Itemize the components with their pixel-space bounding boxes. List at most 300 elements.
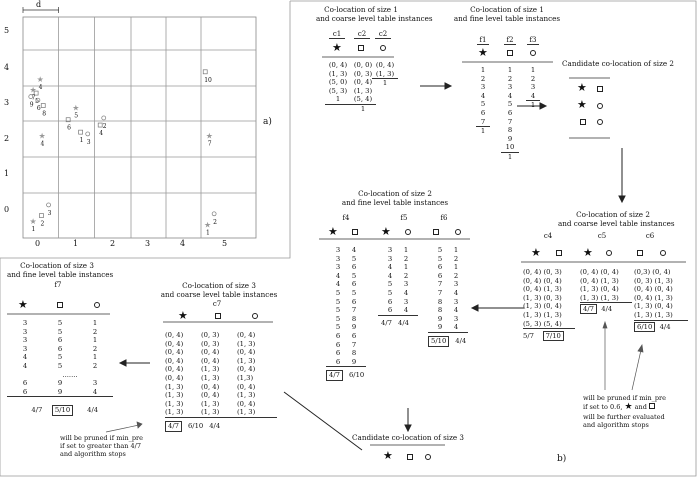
cell: 5 [351,288,357,297]
title-line: Co-location of size 2 [576,210,650,219]
table-row [428,323,468,333]
row [634,285,688,294]
table-row [326,255,366,264]
table-row [165,348,277,357]
cell: 3 [22,344,28,353]
star-icon: ★ [531,246,541,259]
cell: (0, 4) [201,391,220,400]
square-icon [637,250,643,256]
note-line [583,402,666,413]
table-row [428,255,468,264]
header-c3: c2 [375,30,391,39]
cell: 1 [453,246,459,254]
circle-icon [252,313,258,319]
cell: (1, 3) [600,276,619,285]
table-row [326,246,366,255]
cell: 5 [57,361,63,370]
x-tick: 3 [145,239,151,248]
square-icon [580,119,586,125]
cell: 3 [92,379,98,388]
cell: 2 [453,271,459,280]
cell: (1, 3) [523,293,542,302]
table-row [326,289,366,298]
cell: (1, 3) [201,399,220,408]
table-row [326,263,366,272]
cell: 5 [335,306,341,315]
star-point-icon: ★ [38,131,46,141]
cell: (0, 4) [543,302,562,311]
circle-icon [94,302,100,308]
row [523,311,575,320]
square-icon [57,302,63,308]
note-line: and algorithm stops [583,421,649,429]
cell: 4 [480,91,486,100]
header-f4: f4 [342,214,350,222]
candidate3-title: Candidate co-location of size 3 [352,433,464,442]
cell-count: 1 [382,79,388,88]
point-label: 9 [29,101,34,109]
row [523,302,575,311]
cell: 3 [22,319,28,327]
cell: (1, 3) [353,86,373,95]
star-icon: ★ [332,41,342,54]
cell: 1 [92,353,98,362]
cell: 4 [453,323,459,332]
participation-ratio: 4/7 [381,318,392,327]
header-c1: c1 [329,30,345,39]
y-tick: 5 [4,26,10,35]
cell: 5 [480,100,486,109]
point-label: 1 [31,225,36,233]
cell: 6 [335,340,341,349]
cell: 6 [351,331,357,340]
cell: 6 [22,379,28,388]
header-f7: f7 [54,281,62,289]
cell: (1, 3) [165,382,184,391]
point-label: 4 [40,140,45,148]
title-line: and coarse level table instances [160,289,278,299]
point-label: 1 [206,229,210,237]
cell: (0, 4) [165,373,184,382]
cell: 4 [507,91,513,100]
cell: 6 [387,297,393,306]
cell: (0, 4) [237,348,256,357]
cell: 2 [92,327,98,336]
header-f3: f3 [527,36,539,45]
cell: 7 [351,340,357,349]
cell: 2 [480,74,486,83]
point-label: 5 [35,98,39,106]
x-tick: 1 [73,239,79,248]
table-row [428,315,468,324]
table-row [428,246,468,255]
cell: 3 [387,246,393,254]
note-line: will be pruned if min_pre [583,394,666,402]
star-point-icon: ★ [205,131,213,141]
header-c2: c2 [354,30,370,39]
table-row [7,388,113,398]
cell: 7 [507,117,513,126]
cell: 3 [480,83,486,92]
cell: 4 [335,280,341,289]
square-icon [358,45,364,51]
cell: (5, 4) [350,95,376,105]
circle-icon [380,45,386,51]
participation-ratio: 4/4 [601,305,613,314]
header-c6: c6 [645,232,655,240]
row [523,294,575,303]
cell: 2 [92,361,98,370]
cell: (0, 4) [634,293,653,302]
cell: 6 [22,387,28,396]
cell: 1 [507,66,513,74]
square-icon [215,313,221,319]
table-row [165,408,277,418]
row [523,277,575,286]
cell: (0, 3) [353,69,373,78]
row [523,268,575,277]
cell: (0, 3) [543,268,562,276]
cell: (0, 4) [353,78,373,87]
header-c4: c4 [543,232,553,240]
cell: (1, 3) [237,356,256,365]
participation-ratio: 5/10 [52,405,73,416]
cell: 4 [351,246,357,254]
cell: 7 [476,118,490,128]
participation-ratio: 7/10 [543,331,564,341]
cell: (1, 3) [165,391,184,400]
size1-f3-col [526,66,540,110]
cell: (1, 3) [654,310,673,319]
cell: 7 [437,280,443,289]
row [580,268,632,277]
point-label: 4 [99,130,104,138]
table-row [378,263,418,272]
cell-count: 1 [325,95,351,105]
table-row [7,353,113,362]
size2-fine-title [340,190,450,207]
square-icon [407,454,413,460]
circle-icon [606,250,612,256]
cell: (1, 3) [165,408,184,417]
cell: (0, 4) [523,268,542,276]
note-line: will be further evaluated [583,413,665,421]
cell: 3 [453,280,459,289]
star-point-icon: ★ [29,216,37,226]
cell: (0, 4) [654,285,673,294]
star-icon: ★ [383,449,393,462]
size2-f6-col [428,246,468,347]
size3-c7-table [165,331,277,432]
cell: (0, 4) [165,356,184,365]
table-row [165,400,277,409]
participation-ratio: 6/10 [187,421,204,430]
point-label: 10 [204,76,212,84]
cell: (1, 3) [580,285,599,294]
cell: 3 [507,83,513,92]
table-row [7,328,113,337]
x-tick: 4 [180,239,186,248]
table-row [378,306,418,316]
cell: (0, 3) [634,276,653,285]
row [634,311,688,321]
cell: (0, 4) [580,268,599,276]
table-row [165,340,277,349]
participation-ratio: 4/4 [455,336,467,345]
cell: (0, 4) [165,365,184,374]
star-icon: ★ [18,298,28,311]
table-row [326,349,366,358]
cell: 3 [22,327,28,336]
cell: 7 [351,306,357,315]
point-label: 6 [67,124,71,132]
cell: (5, 3) [328,86,348,95]
table-row [165,365,277,374]
cell: 10 [501,143,519,153]
table-row [165,391,277,400]
cell: 6 [57,344,63,353]
header-c5: c5 [597,232,607,240]
square-icon [556,250,562,256]
part-b-label: b) [557,454,567,464]
participation-ratio: 6/10 [348,371,365,380]
circle-icon [597,103,603,109]
cell: 6 [351,263,357,272]
cell: 3 [453,297,459,306]
cell: (0, 4) [600,268,619,276]
size3-f7-table [7,319,113,416]
cell: 1 [403,246,409,254]
y-tick: 4 [4,63,10,72]
table-row [378,280,418,289]
cell: (1, 3) [634,302,653,311]
cell: 5 [335,297,341,306]
cell: (1, 3) [328,69,348,78]
stats-row [428,336,468,347]
cell: (0, 3) [543,293,562,302]
square-icon [649,403,655,409]
title-line: and coarse level table instances [558,218,675,228]
table-row [326,315,366,324]
size3-fine-title [7,261,114,279]
distance-label: d [36,0,42,9]
cell: 6 [507,108,513,117]
cell: 9 [57,387,63,396]
y-tick: 2 [4,134,10,143]
row [580,294,632,304]
size1-f1-col [476,66,490,136]
y-tick: 1 [4,169,10,178]
cell: 5 [57,353,63,362]
square-icon [352,229,358,235]
table-row [7,345,113,354]
title-line: Co-location of size 1 [324,5,398,14]
cell: (1, 3) [543,310,562,319]
size2-f5-col [378,246,418,327]
cell: 4 [387,263,393,272]
size1-coarse-title [316,5,433,23]
participation-ratio: 4/7 [580,304,597,314]
cell-count: 1 [530,101,536,110]
cell: (1, 3) [654,276,673,285]
cell: 6 [437,263,443,272]
table-row [428,298,468,307]
stats-row [634,323,688,332]
star-point-icon: ★ [36,74,44,84]
point-label: 2 [213,218,217,226]
cell: 4 [526,92,540,102]
square-icon [433,229,439,235]
size2-coarse-title [558,210,675,228]
stats-row [7,405,113,416]
cell: 3 [453,314,459,323]
cell: 3 [335,254,341,263]
square-icon [507,50,513,56]
circle-icon [660,250,666,256]
point-label: 1 [79,137,84,145]
cell: (0, 4) [201,356,220,365]
header-f2: f2 [504,36,516,45]
title-line: Co-location of size 2 [358,189,432,198]
table-row [326,272,366,281]
cell: 5 [57,319,63,327]
cell: (0, 4) [165,348,184,357]
candidate2-title: Candidate co-location of size 2 [562,59,674,68]
cell: 3 [22,336,28,345]
point-label: 2 [102,122,107,130]
cell: (0, 4) [543,276,562,285]
cell: 1 [403,263,409,272]
cell: 6 [351,297,357,306]
title-line: Co-location of size 1 [470,5,544,14]
circle-icon [455,229,461,235]
size1-f2-col [501,66,519,162]
cell: (1, 3) [634,310,653,319]
table-row [7,336,113,345]
cell: (0, 3) [201,339,220,348]
cell: (1, 3) [523,302,542,311]
size1-c1-col [325,61,351,105]
cell: 5 [437,254,443,263]
cell: (5, 3) [523,319,542,328]
participation-ratio: 4/7 [31,406,43,415]
point-label: 3 [86,138,91,146]
cell: 4 [387,271,393,280]
circle-icon [597,119,603,125]
cell: (0, 4) [654,302,673,311]
star-icon: ★ [583,246,593,259]
table-row [378,255,418,264]
participation-ratio: 4/4 [87,406,99,415]
point-label: 7 [31,94,36,102]
cell: 6 [335,331,341,340]
circle-icon [530,50,536,56]
table-row [378,246,418,255]
cell: (5, 4) [543,319,562,328]
star-icon: ★ [624,402,633,412]
table-row [428,306,468,315]
star-point-icon: ★ [204,220,212,230]
table-row [326,298,366,307]
point-label: 4 [38,83,43,91]
stats-row [378,319,418,328]
star-icon: ★ [328,225,338,238]
cell: 2 [507,74,513,83]
cell: (0, 4) [237,365,256,374]
star-point-icon: ★ [29,85,37,95]
cell: (0, 4) [237,331,256,339]
cell: (1, 3) [523,310,542,319]
cell: 3 [335,246,341,254]
cell: (0, 4) [328,61,348,69]
cell: 9 [351,323,357,332]
row [634,302,688,311]
point-label: 5 [74,112,79,120]
cell: (0, 0) [353,61,373,69]
cell: 6 [437,271,443,280]
table-row [378,289,418,298]
cell: 5 [57,327,63,336]
cell: (0, 3) [201,331,220,339]
y-tick: 3 [4,98,10,107]
stats-row [523,332,575,341]
cell: (1, 3) [237,408,256,417]
cell: 5 [387,280,393,289]
cell: (1, 3) [372,70,398,80]
participation-ratio: 4/7 [165,421,182,432]
header-f5: f5 [400,214,408,222]
title-line: Co-location of size 3 [20,261,94,270]
cell: 1 [480,66,486,74]
cell: 4 [335,271,341,280]
title-line: and fine level table instances [341,197,449,207]
cell: 3 [335,263,341,272]
stats-row [326,370,366,381]
stats-row [580,305,632,314]
note-line: if set to greater than 4/7 [60,442,142,450]
participation-ratio: 4/4 [398,318,409,327]
cell: 4 [453,306,459,315]
cell: 5 [335,288,341,297]
cell: (0, 4) [523,285,542,294]
cell: 3 [387,254,393,263]
star-icon: ★ [381,225,391,238]
cell: 3 [403,280,409,289]
cell: 5 [351,254,357,263]
square-icon [597,86,603,92]
cell: 3 [530,83,536,92]
x-tick: 5 [222,239,228,248]
participation-ratio: 5/7 [523,332,534,341]
y-tick: 0 [4,205,10,214]
cell: 6 [57,336,63,345]
cell: (1, 3) [237,391,256,400]
cell: 8 [437,297,443,306]
star-icon: ★ [178,309,188,322]
cell: (0, 4) [375,61,395,69]
cell: (1, 3) [201,373,220,382]
size3-coarse-title [160,282,278,299]
row [634,294,688,303]
header-f6: f6 [440,214,448,222]
table-row [326,341,366,350]
cell: 2 [403,254,409,263]
note-text: if set to 0.6, [583,403,623,411]
cell: 6 [335,349,341,358]
cell: 8 [351,314,357,323]
cell: 5 [335,323,341,332]
row [634,268,688,277]
